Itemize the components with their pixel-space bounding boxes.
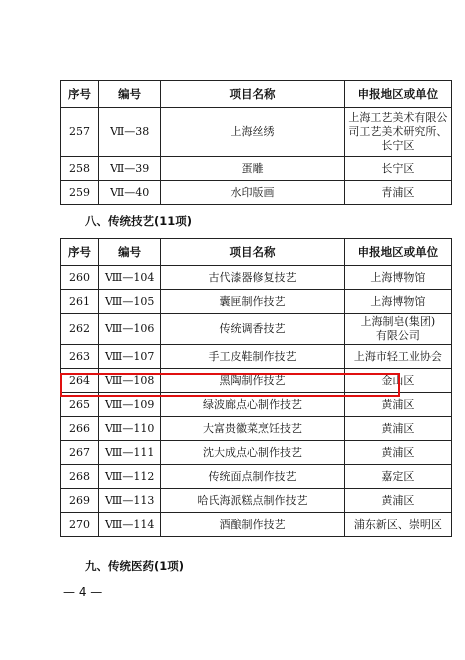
- cell-name: 蛋雕: [161, 157, 344, 181]
- cell-seq: 262: [61, 314, 99, 345]
- table-row: [61, 441, 452, 465]
- table-row: [61, 290, 452, 314]
- cell-code: Ⅷ—108: [99, 369, 161, 393]
- cell-region: 上海市轻工业协会: [344, 345, 451, 369]
- header-region: 申报地区或单位: [344, 81, 451, 108]
- cell-name: 哈氏海派糕点制作技艺: [161, 489, 344, 513]
- page-number: — 4 —: [63, 585, 103, 599]
- table-row: [61, 489, 452, 513]
- cell-seq: 268: [61, 465, 99, 489]
- cell-code: Ⅶ—40: [99, 181, 161, 205]
- table-row: [61, 108, 452, 157]
- table-row: [61, 345, 452, 369]
- cell-code: Ⅷ—111: [99, 441, 161, 465]
- cell-region: 上海制皂(集团)有限公司: [344, 314, 451, 345]
- cell-seq: 264: [61, 369, 99, 393]
- table-row: [61, 266, 452, 290]
- header-code: 编号: [99, 239, 161, 266]
- table-row: [61, 157, 452, 181]
- header-code: 编号: [99, 81, 161, 108]
- cell-code: Ⅷ—105: [99, 290, 161, 314]
- cell-seq: 257: [61, 108, 99, 157]
- table-row: [61, 181, 452, 205]
- cell-code: Ⅷ—114: [99, 513, 161, 537]
- cell-code: Ⅷ—104: [99, 266, 161, 290]
- cell-seq: 270: [61, 513, 99, 537]
- cell-region: 黄浦区: [344, 489, 451, 513]
- cell-name: 传统面点制作技艺: [161, 465, 344, 489]
- cell-code: Ⅷ—112: [99, 465, 161, 489]
- cell-seq: 258: [61, 157, 99, 181]
- header-name: 项目名称: [161, 81, 344, 108]
- table-row: [61, 314, 452, 345]
- cell-name: 囊匣制作技艺: [161, 290, 344, 314]
- cell-region: 上海博物馆: [344, 266, 451, 290]
- header-name: 项目名称: [161, 239, 344, 266]
- table-row-highlighted: [61, 369, 452, 393]
- cell-region: 青浦区: [344, 181, 451, 205]
- table-header-row: [61, 81, 452, 108]
- cell-region: 黄浦区: [344, 441, 451, 465]
- cell-code: Ⅷ—109: [99, 393, 161, 417]
- cell-region: 上海工艺美术有限公司工艺美术研究所、长宁区: [344, 108, 451, 157]
- cell-seq: 266: [61, 417, 99, 441]
- table-row: [61, 417, 452, 441]
- cell-name: 大富贵徽菜烹饪技艺: [161, 417, 344, 441]
- table-row: [61, 465, 452, 489]
- cell-name: 上海丝绣: [161, 108, 344, 157]
- cell-code: Ⅶ—39: [99, 157, 161, 181]
- cell-code: Ⅶ—38: [99, 108, 161, 157]
- cell-seq: 269: [61, 489, 99, 513]
- cell-name: 手工皮鞋制作技艺: [161, 345, 344, 369]
- cell-code: Ⅷ—113: [99, 489, 161, 513]
- cell-name: 沈大成点心制作技艺: [161, 441, 344, 465]
- cell-name: 黑陶制作技艺: [161, 369, 344, 393]
- table-visual-arts-continued: [60, 80, 452, 205]
- cell-seq: 259: [61, 181, 99, 205]
- cell-seq: 263: [61, 345, 99, 369]
- cell-region: 嘉定区: [344, 465, 451, 489]
- cell-code: Ⅷ—107: [99, 345, 161, 369]
- cell-region: 黄浦区: [344, 417, 451, 441]
- section-heading-traditional-medicine: 九、传统医药(1项): [85, 559, 185, 573]
- header-region: 申报地区或单位: [344, 239, 451, 266]
- cell-seq: 265: [61, 393, 99, 417]
- table-traditional-craftsmanship: [60, 238, 452, 537]
- cell-name: 绿波廊点心制作技艺: [161, 393, 344, 417]
- header-seq: 序号: [61, 239, 99, 266]
- cell-name: 水印版画: [161, 181, 344, 205]
- cell-region: 金山区: [344, 369, 451, 393]
- cell-name: 传统调香技艺: [161, 314, 344, 345]
- table-row: [61, 393, 452, 417]
- cell-seq: 260: [61, 266, 99, 290]
- cell-region: 上海博物馆: [344, 290, 451, 314]
- cell-region: 长宁区: [344, 157, 451, 181]
- cell-region: 黄浦区: [344, 393, 451, 417]
- cell-name: 古代漆器修复技艺: [161, 266, 344, 290]
- table-header-row: [61, 239, 452, 266]
- table-row: [61, 513, 452, 537]
- cell-code: Ⅷ—106: [99, 314, 161, 345]
- header-seq: 序号: [61, 81, 99, 108]
- section-heading-traditional-craftsmanship: 八、传统技艺(11项): [85, 214, 193, 228]
- cell-name: 酒酿制作技艺: [161, 513, 344, 537]
- cell-region: 浦东新区、崇明区: [344, 513, 451, 537]
- cell-code: Ⅷ—110: [99, 417, 161, 441]
- cell-seq: 261: [61, 290, 99, 314]
- cell-seq: 267: [61, 441, 99, 465]
